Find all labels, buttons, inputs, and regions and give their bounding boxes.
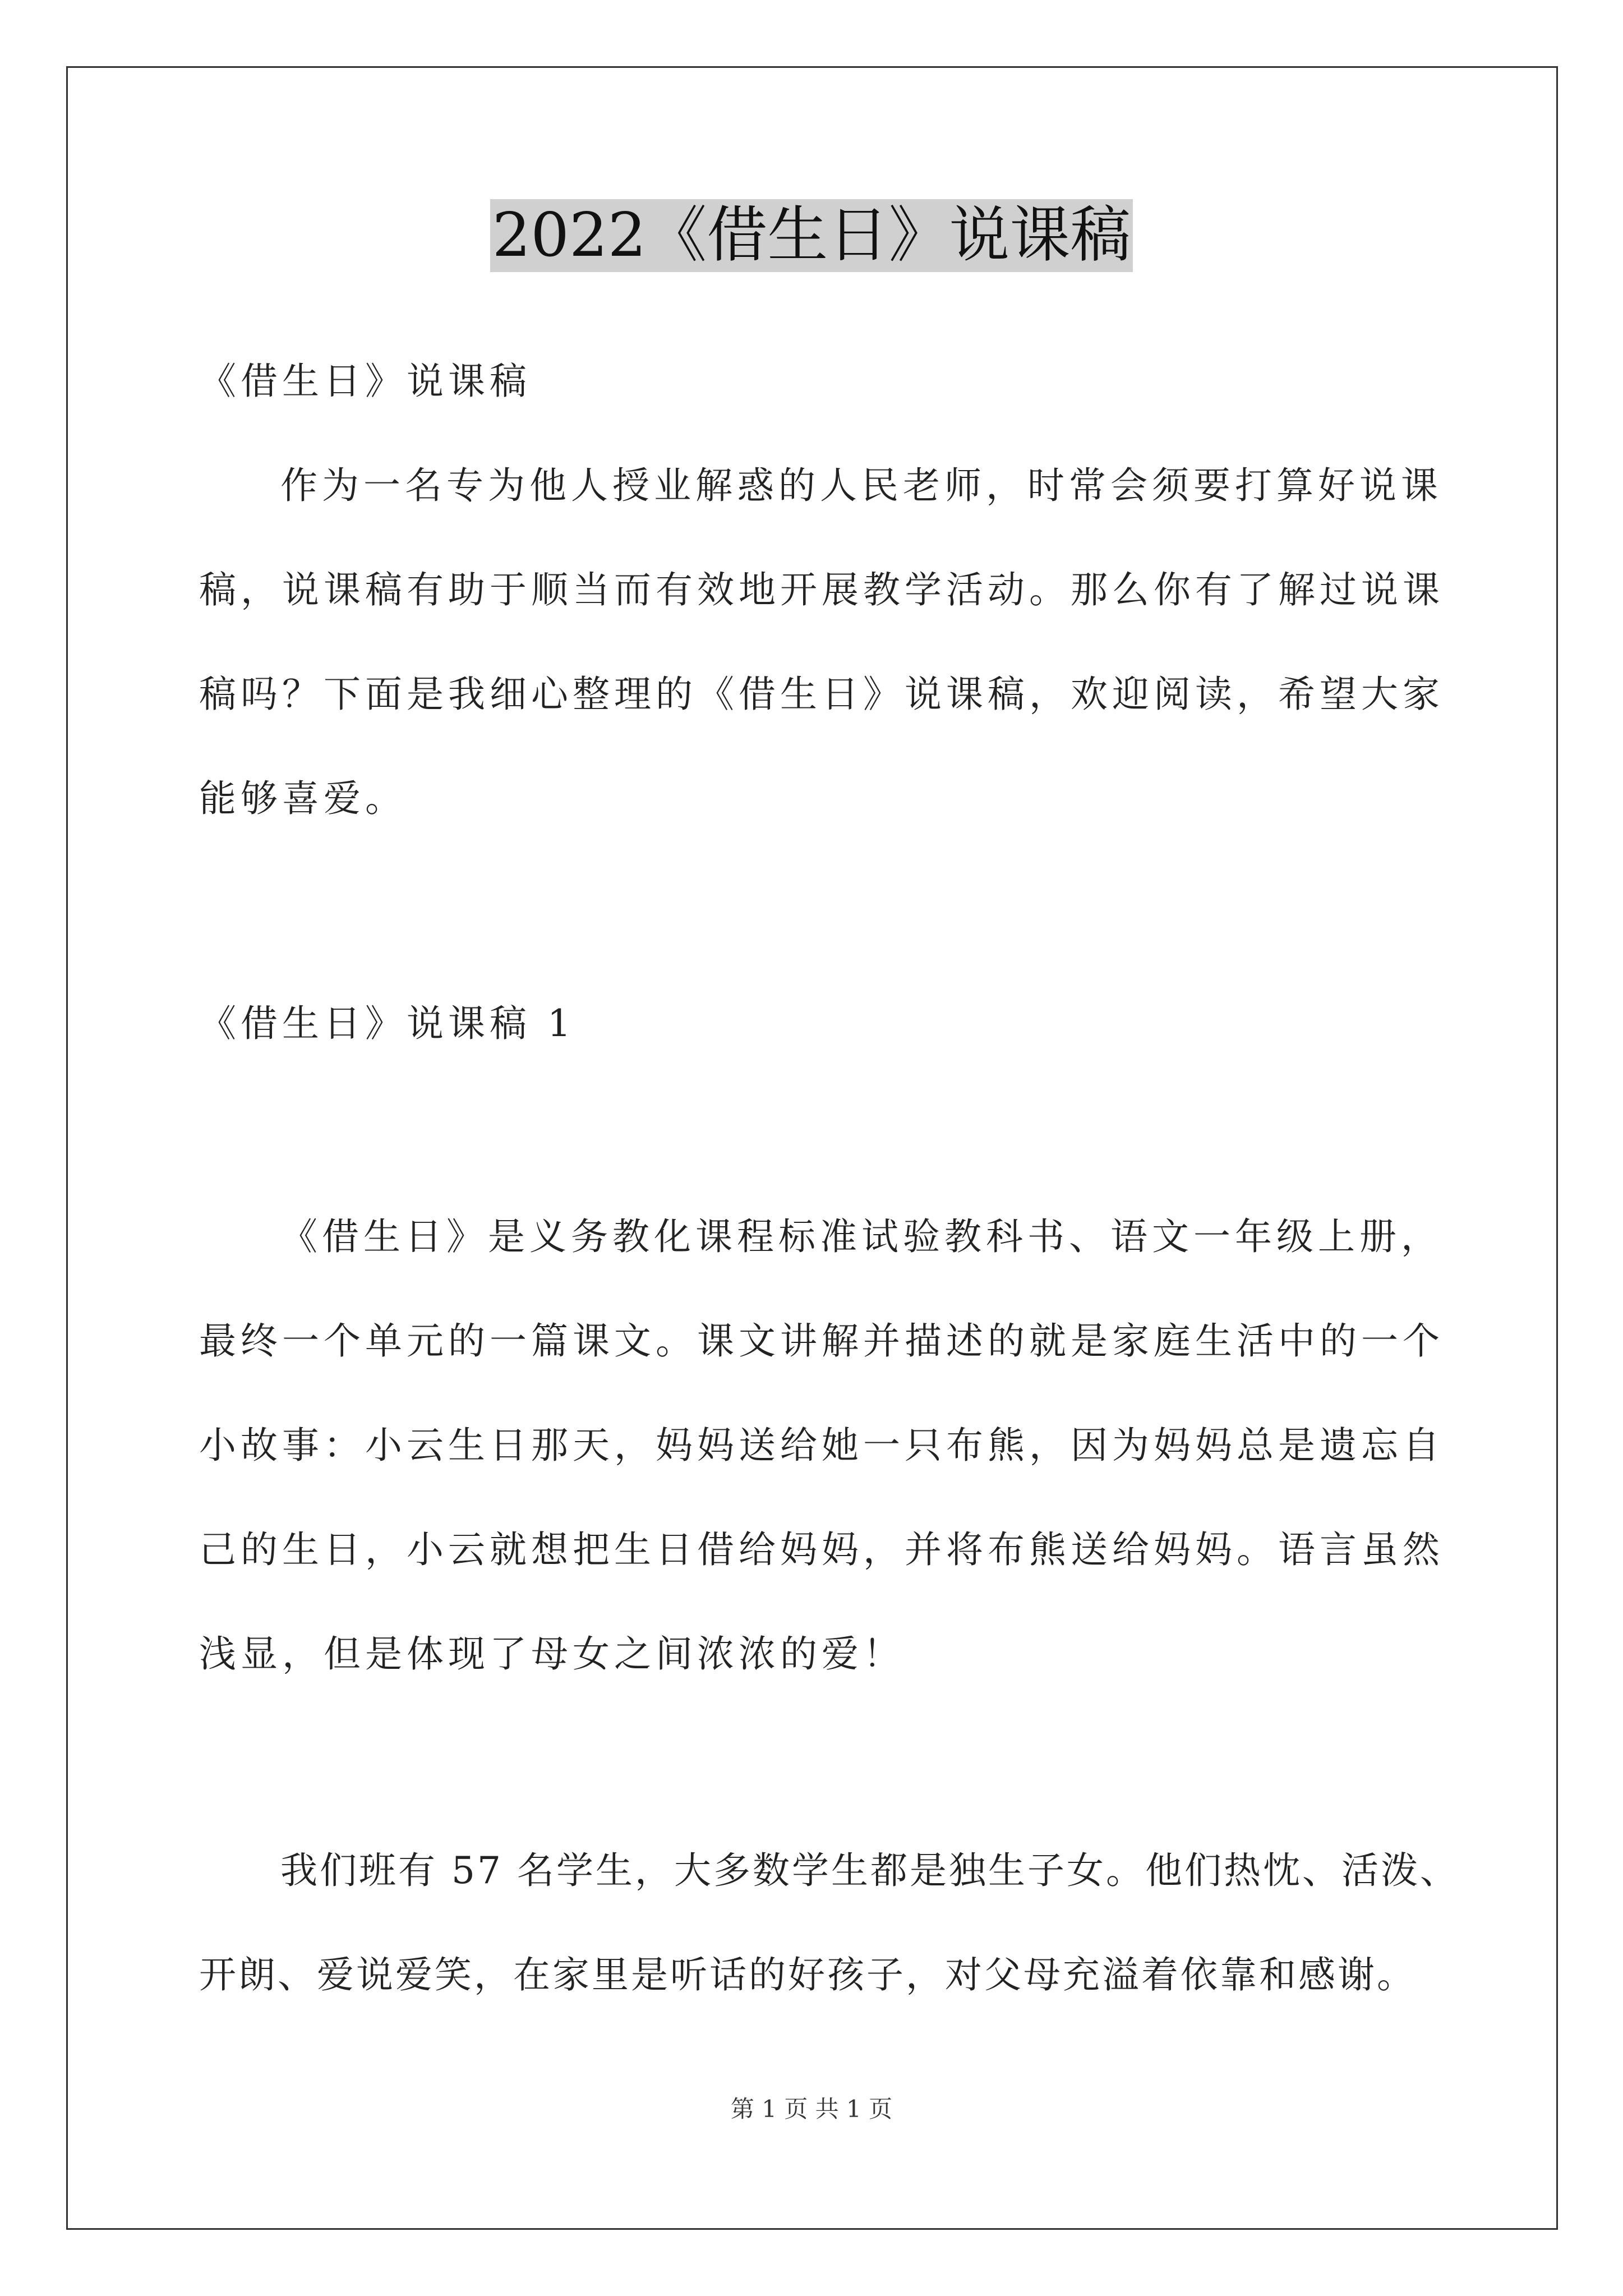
document-title-text: 2022《借生日》说课稿 xyxy=(490,199,1133,272)
paragraph-line: 小故事：小云生日那天，妈妈送给她一只布熊，因为妈妈总是遗忘自 xyxy=(199,1424,1444,1467)
paragraph-line: 最终一个单元的一篇课文。课文讲解并描述的就是家庭生活中的一个 xyxy=(199,1319,1444,1363)
section-heading: 《借生日》说课稿 1 xyxy=(199,1002,575,1045)
intro-line: 稿，说课稿有助于顺当而有效地开展教学活动。那么你有了解过说课 xyxy=(199,568,1444,611)
intro-line: 能够喜爱。 xyxy=(199,777,407,820)
document-subtitle: 《借生日》说课稿 xyxy=(199,360,531,403)
paragraph-line: 己的生日，小云就想把生日借给妈妈，并将布熊送给妈妈。语言虽然 xyxy=(199,1528,1444,1571)
paragraph-line: 我们班有 57 名学生，大多数学生都是独生子女。他们热忱、活泼、 xyxy=(280,1849,1459,1892)
paragraph-line: 《借生日》是义务教化课程标准试验教科书、语文一年级上册， xyxy=(280,1215,1442,1258)
paragraph-line: 开朗、爱说爱笑，在家里是听话的好孩子，对父母充溢着依靠和感谢。 xyxy=(199,1953,1416,1996)
page-footer: 第 1 页 共 1 页 xyxy=(730,2095,893,2123)
intro-line: 稿吗？下面是我细心整理的《借生日》说课稿，欢迎阅读，希望大家 xyxy=(199,673,1444,716)
document-title xyxy=(0,199,1623,272)
intro-line: 作为一名专为他人授业解惑的人民老师，时常会须要打算好说课 xyxy=(280,464,1442,507)
paragraph-line: 浅显，但是体现了母女之间浓浓的爱！ xyxy=(199,1632,905,1676)
